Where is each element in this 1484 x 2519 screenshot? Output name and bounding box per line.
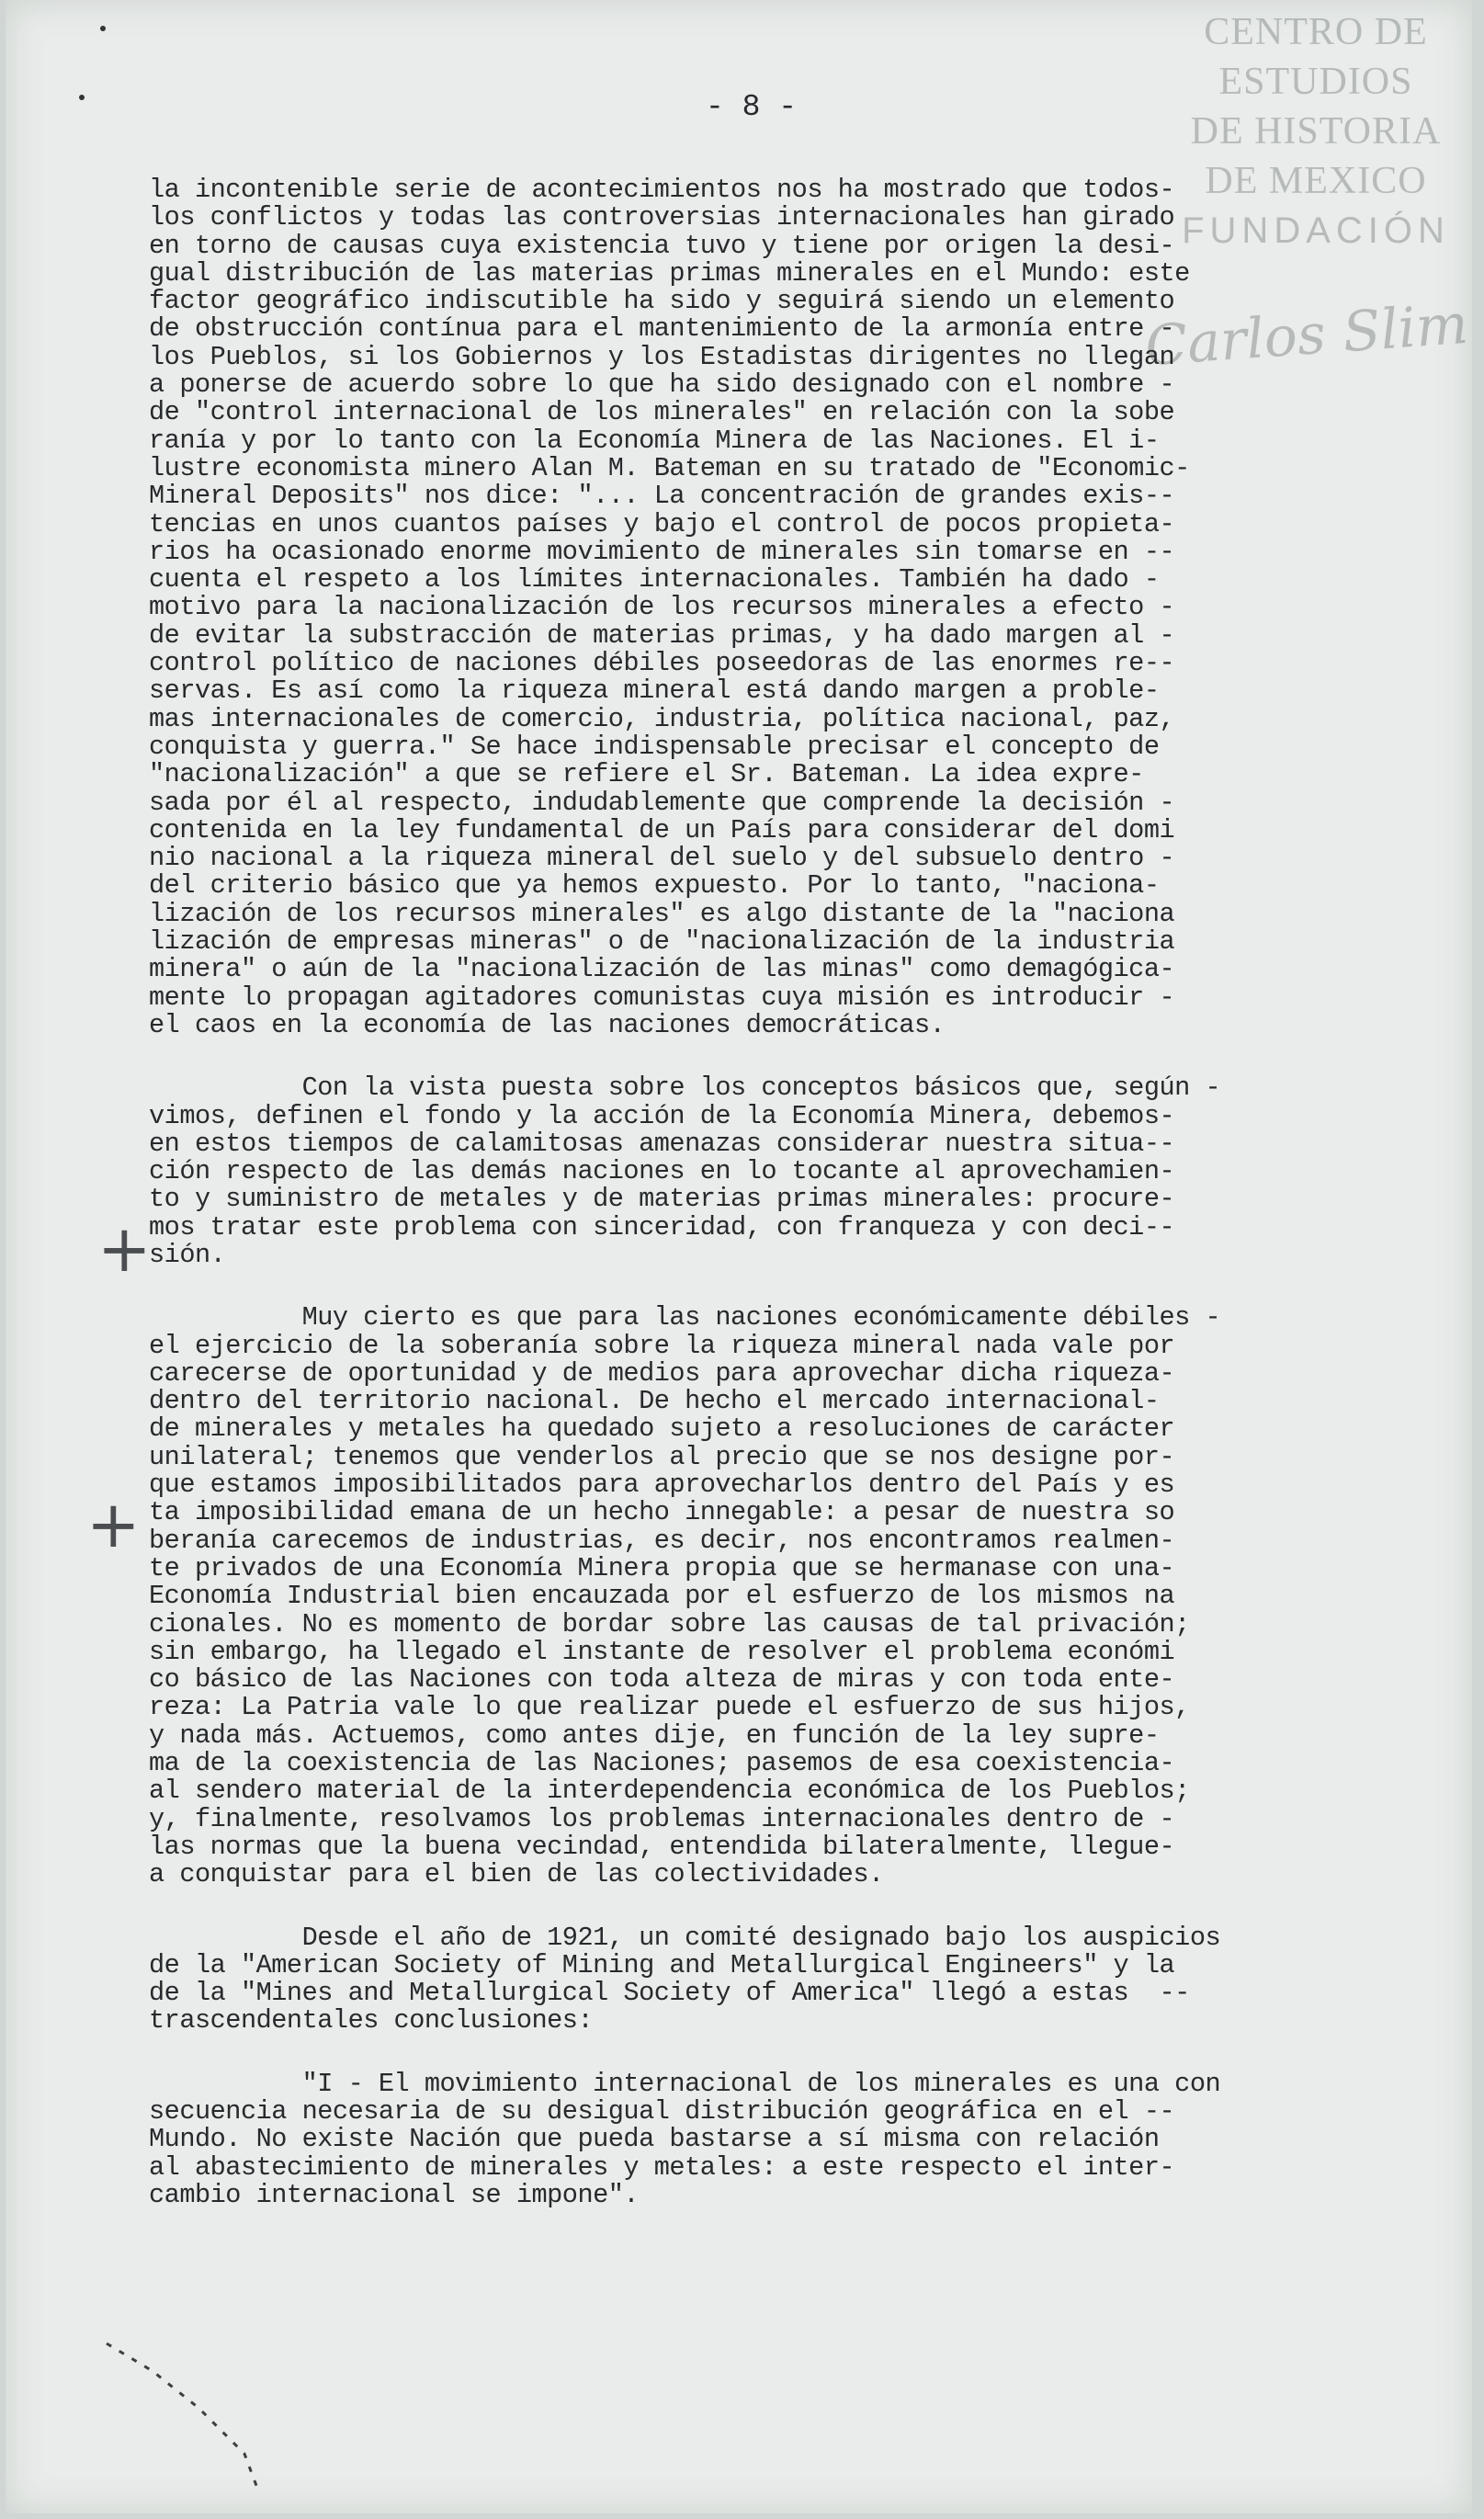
text-line: Muy cierto es que para las naciones económicamente débiles - bbox=[149, 1302, 1221, 1333]
text-line: control político de naciones débiles poseedoras de las enormes re-- bbox=[149, 648, 1175, 679]
text-line: secuencia necesaria de su desigual distribución geográfica en el -- bbox=[149, 2096, 1175, 2127]
text-line: cionales. No es momento de bordar sobre las causas de tal privación; bbox=[149, 1608, 1190, 1640]
punch-mark bbox=[100, 26, 106, 31]
text-line: de evitar la substracción de materias primas, y ha dado margen al - bbox=[149, 619, 1175, 651]
watermark-line: FUNDACIÓN bbox=[1182, 210, 1450, 251]
watermark-line: CENTRO DE bbox=[1204, 11, 1428, 53]
text-line: las normas que la buena vecindad, entendida bilateralmente, llegue- bbox=[149, 1831, 1175, 1862]
text-line: unilateral; tenemos que venderlos al precio que se nos designe por- bbox=[149, 1441, 1175, 1472]
paragraph bbox=[149, 2068, 1343, 2210]
text-line: rios ha ocasionado enorme movimiento de minerales sin tomarse en -- bbox=[149, 536, 1175, 567]
text-line: "nacionalización" a que se refiere el Sr. Bateman. La idea expre- bbox=[149, 759, 1144, 790]
text-line: al abastecimiento de minerales y metales: a este respecto el inter- bbox=[149, 2151, 1175, 2183]
text-line: cambio internacional se impone". bbox=[149, 2179, 640, 2210]
text-line: en estos tiempos de calamitosas amenazas considerar nuestra situa-- bbox=[149, 1128, 1175, 1159]
text-line: ranía y por lo tanto con la Economía Minera de las Naciones. El i- bbox=[149, 425, 1160, 456]
text-line: sin embargo, ha llegado el instante de resolver el problema económi bbox=[149, 1636, 1175, 1667]
text-line: motivo para la nacionalización de los recursos minerales a efecto - bbox=[149, 592, 1175, 623]
text-line: gual distribución de las materias primas minerales en el Mundo: este bbox=[149, 257, 1190, 289]
text-line: te privados de una Economía Minera propia que se hermanase con una- bbox=[149, 1552, 1175, 1583]
text-line: del criterio básico que ya hemos expuesto. Por lo tanto, "naciona- bbox=[149, 870, 1160, 902]
text-line: lización de empresas mineras" o de "nacionalización de la industria bbox=[149, 926, 1175, 958]
text-line: de obstrucción contínua para el mantenimiento de la armonía entre - bbox=[149, 313, 1175, 345]
text-line: nio nacional a la riqueza mineral del suelo y del subsuelo dentro - bbox=[149, 843, 1175, 874]
text-line: de la "American Society of Mining and Metallurgical Engineers" y la bbox=[149, 1949, 1175, 1980]
text-line: los Pueblos, si los Gobiernos y los Estadistas dirigentes no llegan bbox=[149, 341, 1175, 372]
text-line: y, finalmente, resolvamos los problemas internacionales dentro de - bbox=[149, 1803, 1175, 1834]
text-line: "I - El movimiento internacional de los minerales es una con bbox=[149, 2068, 1221, 2099]
text-line: Mineral Deposits" nos dice: "... La concentración de grandes exis-- bbox=[149, 481, 1175, 512]
text-line: Con la vista puesta sobre los conceptos básicos que, según - bbox=[149, 1072, 1221, 1104]
text-line: Mundo. No existe Nación que pueda bastarse a sí misma con relación bbox=[149, 2124, 1160, 2155]
text-line: de la "Mines and Metallurgical Society of America" llegó a estas -- bbox=[149, 1978, 1190, 2009]
text-line: Economía Industrial bien encauzada por el esfuerzo de los mismos na bbox=[149, 1581, 1175, 1612]
text-line: reza: La Patria vale lo que realizar puede el esfuerzo de sus hijos, bbox=[149, 1692, 1190, 1723]
paragraph bbox=[149, 1304, 1343, 1889]
text-line: de "control internacional de los minerales" en relación con la sobe bbox=[149, 397, 1175, 428]
text-line: cuenta el respeto a los límites internacionales. También ha dado - bbox=[149, 564, 1160, 596]
watermark-line: ESTUDIOS bbox=[1218, 61, 1413, 103]
watermark-line: DE MEXICO bbox=[1205, 160, 1427, 202]
document-body bbox=[149, 176, 1343, 2209]
text-line: carecerse de oportunidad y de medios para aprovechar dicha riqueza- bbox=[149, 1357, 1175, 1389]
text-line: mente lo propagan agitadores comunistas cuya misión es introducir - bbox=[149, 982, 1175, 1013]
page-number: - 8 - bbox=[706, 90, 798, 124]
text-line: sada por él al respecto, indudablemente que comprende la decisión - bbox=[149, 787, 1175, 818]
text-line: el caos en la economía de las naciones democráticas. bbox=[149, 1009, 946, 1040]
text-line: mas internacionales de comercio, industria, política nacional, paz, bbox=[149, 703, 1175, 734]
text-line: tencias en unos cuantos países y bajo el control de pocos propieta- bbox=[149, 508, 1175, 539]
text-line: servas. Es así como la riqueza mineral está dando margen a proble- bbox=[149, 675, 1160, 707]
text-line: la incontenible serie de acontecimientos nos ha mostrado que todos- bbox=[149, 175, 1175, 205]
text-line: lustre economista minero Alan M. Bateman en su tratado de "Economic- bbox=[149, 452, 1190, 483]
handwritten-stroke bbox=[97, 2325, 281, 2509]
text-line: Desde el año de 1921, un comité designado bajo los auspicios bbox=[149, 1922, 1221, 1953]
text-line: sión. bbox=[149, 1239, 226, 1270]
text-line: mos tratar este problema con sinceridad, con franqueza y con deci-- bbox=[149, 1211, 1175, 1242]
text-line: ción respecto de las demás naciones en lo tocante al aprovechamien- bbox=[149, 1156, 1175, 1187]
text-line: factor geográfico indiscutible ha sido y seguirá siendo un elemento bbox=[149, 286, 1175, 317]
text-line: trascendentales conclusiones: bbox=[149, 2005, 594, 2037]
text-line: y nada más. Actuemos, como antes dije, en función de la ley supre- bbox=[149, 1719, 1160, 1751]
text-line: ma de la coexistencia de las Naciones; pasemos de esa coexistencia- bbox=[149, 1748, 1175, 1779]
paragraph bbox=[149, 176, 1343, 1039]
watermark-line: DE HISTORIA bbox=[1190, 110, 1442, 153]
text-line: vimos, definen el fondo y la acción de la Economía Minera, debemos- bbox=[149, 1100, 1175, 1131]
signature-watermark: Carlos Slim bbox=[1143, 291, 1471, 380]
text-line: co básico de las Naciones con toda alteza de miras y con toda ente- bbox=[149, 1664, 1175, 1696]
text-line: lización de los recursos minerales" es algo distante de la "naciona bbox=[149, 898, 1175, 929]
text-line: to y suministro de metales y de materias primas minerales: procure- bbox=[149, 1184, 1175, 1215]
text-line: conquista y guerra." Se hace indispensable precisar el concepto de bbox=[149, 731, 1160, 762]
paragraph bbox=[149, 1924, 1343, 2036]
paragraph bbox=[149, 1074, 1343, 1269]
text-line: al sendero material de la interdependencia económica de los Pueblos; bbox=[149, 1776, 1190, 1807]
text-line: dentro del territorio nacional. De hecho el mercado internacional- bbox=[149, 1386, 1160, 1417]
text-line: que estamos imposibilitados para aprovecharlos dentro del País y es bbox=[149, 1469, 1175, 1501]
text-line: en torno de causas cuya existencia tuvo y tiene por origen la desi- bbox=[149, 230, 1175, 261]
text-line: el ejercicio de la soberanía sobre la riqueza mineral nada vale por bbox=[149, 1330, 1175, 1361]
text-line: beranía carecemos de industrias, es decir, nos encontramos realmen- bbox=[149, 1525, 1175, 1556]
text-line: contenida en la ley fundamental de un País para considerar del domi bbox=[149, 814, 1175, 845]
punch-mark bbox=[79, 95, 85, 100]
handwritten-cross-mark: + bbox=[97, 1211, 152, 1287]
text-line: de minerales y metales ha quedado sujeto a resoluciones de carácter bbox=[149, 1413, 1175, 1445]
handwritten-cross-mark: + bbox=[86, 1487, 141, 1562]
text-line: a ponerse de acuerdo sobre lo que ha sido designado con el nombre - bbox=[149, 369, 1175, 401]
text-line: ta imposibilidad emana de un hecho innegable: a pesar de nuestra so bbox=[149, 1497, 1175, 1528]
text-line: a conquistar para el bien de las colectividades. bbox=[149, 1859, 884, 1890]
text-line: minera" o aún de la "nacionalización de las minas" como demagógica- bbox=[149, 954, 1175, 985]
document-page bbox=[6, 0, 1472, 2513]
text-line: los conflictos y todas las controversias internacionales han girado bbox=[149, 202, 1175, 233]
